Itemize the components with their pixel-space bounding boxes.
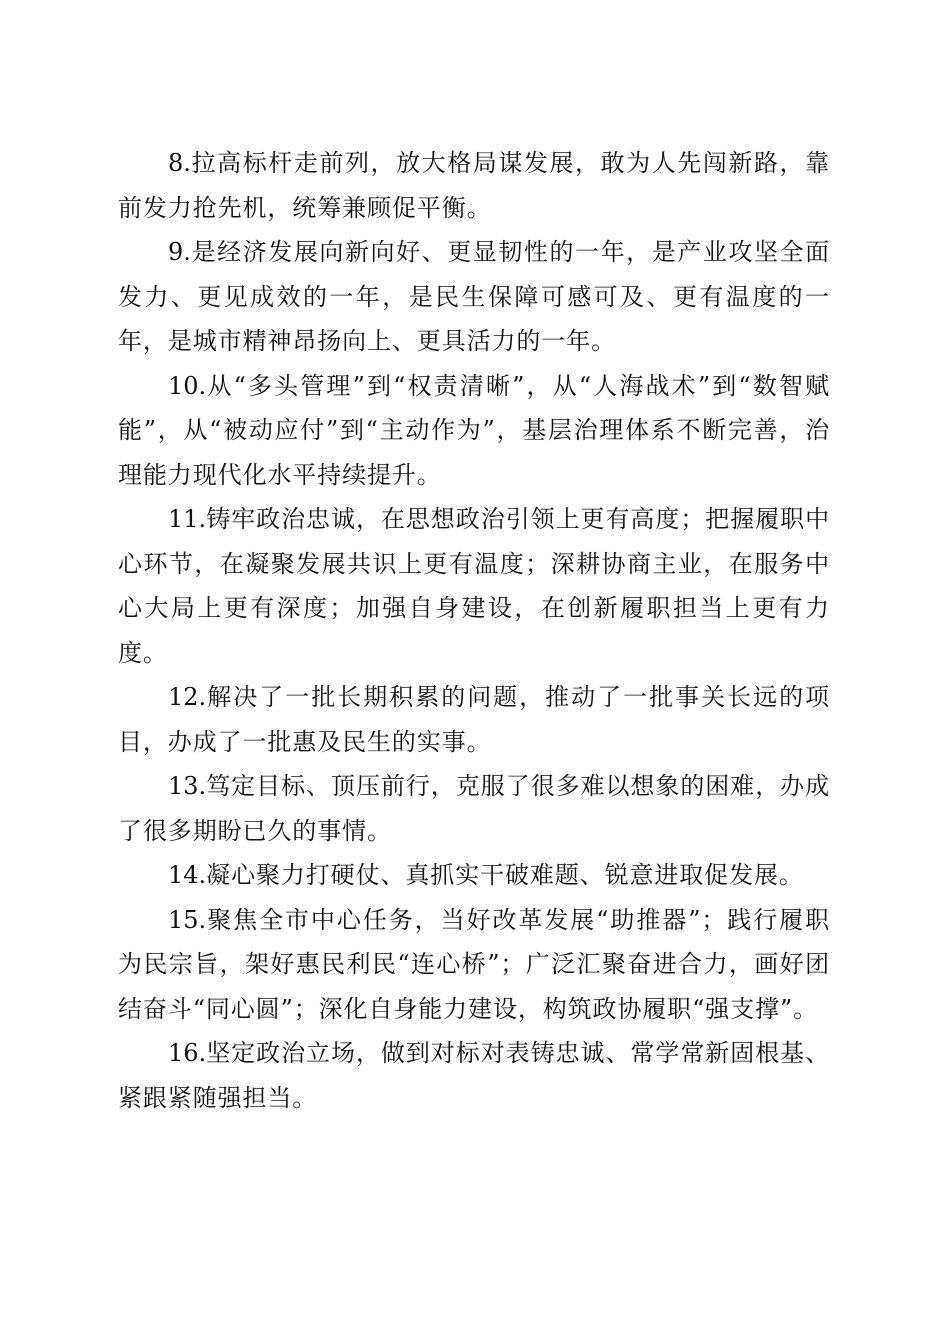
paragraph-number: 10. xyxy=(168,371,207,400)
paragraph-text: 是经济发展向新向好、更显韧性的一年，是产业攻坚全面发力、更见成效的一年，是民生保障可感可及、更有温度的一年，是城市精神昂扬向上、更具活力的一年。 xyxy=(118,238,830,355)
paragraph-text: 笃定目标、顶压前行，克服了很多难以想象的困难，办成了很多期盼已久的事情。 xyxy=(118,772,830,845)
paragraph-text: 从“多头管理”到“权责清晰”，从“人海战术”到“数智赋能”，从“被动应付”到“主动作为”，基层治理体系不断完善，治理能力现代化水平持续提升。 xyxy=(118,371,830,489)
paragraph-number: 16. xyxy=(168,1039,207,1067)
paragraph-text: 解决了一批长期积累的问题，推动了一批事关长远的项目，办成了一批惠及民生的实事。 xyxy=(118,683,830,756)
paragraph-text: 凝心聚力打硬仗、真抓实干破难题、锐意进取促发展。 xyxy=(206,861,804,889)
paragraph-number: 12. xyxy=(168,683,207,711)
paragraph-14 xyxy=(118,853,830,898)
paragraph-8 xyxy=(118,141,830,230)
paragraph-number: 9. xyxy=(168,238,191,266)
paragraph-11 xyxy=(118,497,830,675)
paragraph-text: 拉高标杆走前列，放大格局谋发展，敢为人先闯新路，靠前发力抢先机，统筹兼顾促平衡。 xyxy=(118,149,830,222)
paragraph-12 xyxy=(118,675,830,764)
paragraph-text: 坚定政治立场，做到对标对表铸忠诚、常学常新固根基、紧跟紧随强担当。 xyxy=(118,1039,830,1112)
paragraph-number: 13. xyxy=(168,772,207,800)
paragraph-13 xyxy=(118,764,830,853)
paragraph-9 xyxy=(118,230,830,364)
paragraph-text: 聚焦全市中心任务，当好改革发展“助推器”；践行履职为民宗旨，架好惠民利民“连心桥”；广泛汇聚奋进合力，画好团结奋斗“同心圆”；深化自身能力建设，构筑政协履职“强支撑”。 xyxy=(118,905,830,1023)
paragraph-16 xyxy=(118,1031,830,1120)
paragraph-10 xyxy=(118,364,830,498)
paragraph-number: 8. xyxy=(168,149,191,177)
paragraph-number: 11. xyxy=(168,505,207,533)
paragraph-text: 铸牢政治忠诚，在思想政治引领上更有高度；把握履职中心环节，在凝聚发展共识上更有温度；深耕协商主业，在服务中心大局上更有深度；加强自身建设，在创新履职担当上更有力度。 xyxy=(118,505,830,667)
paragraph-number: 14. xyxy=(168,861,207,889)
paragraph-15 xyxy=(118,898,830,1032)
document-body xyxy=(118,141,830,1120)
paragraph-number: 15. xyxy=(168,905,207,934)
